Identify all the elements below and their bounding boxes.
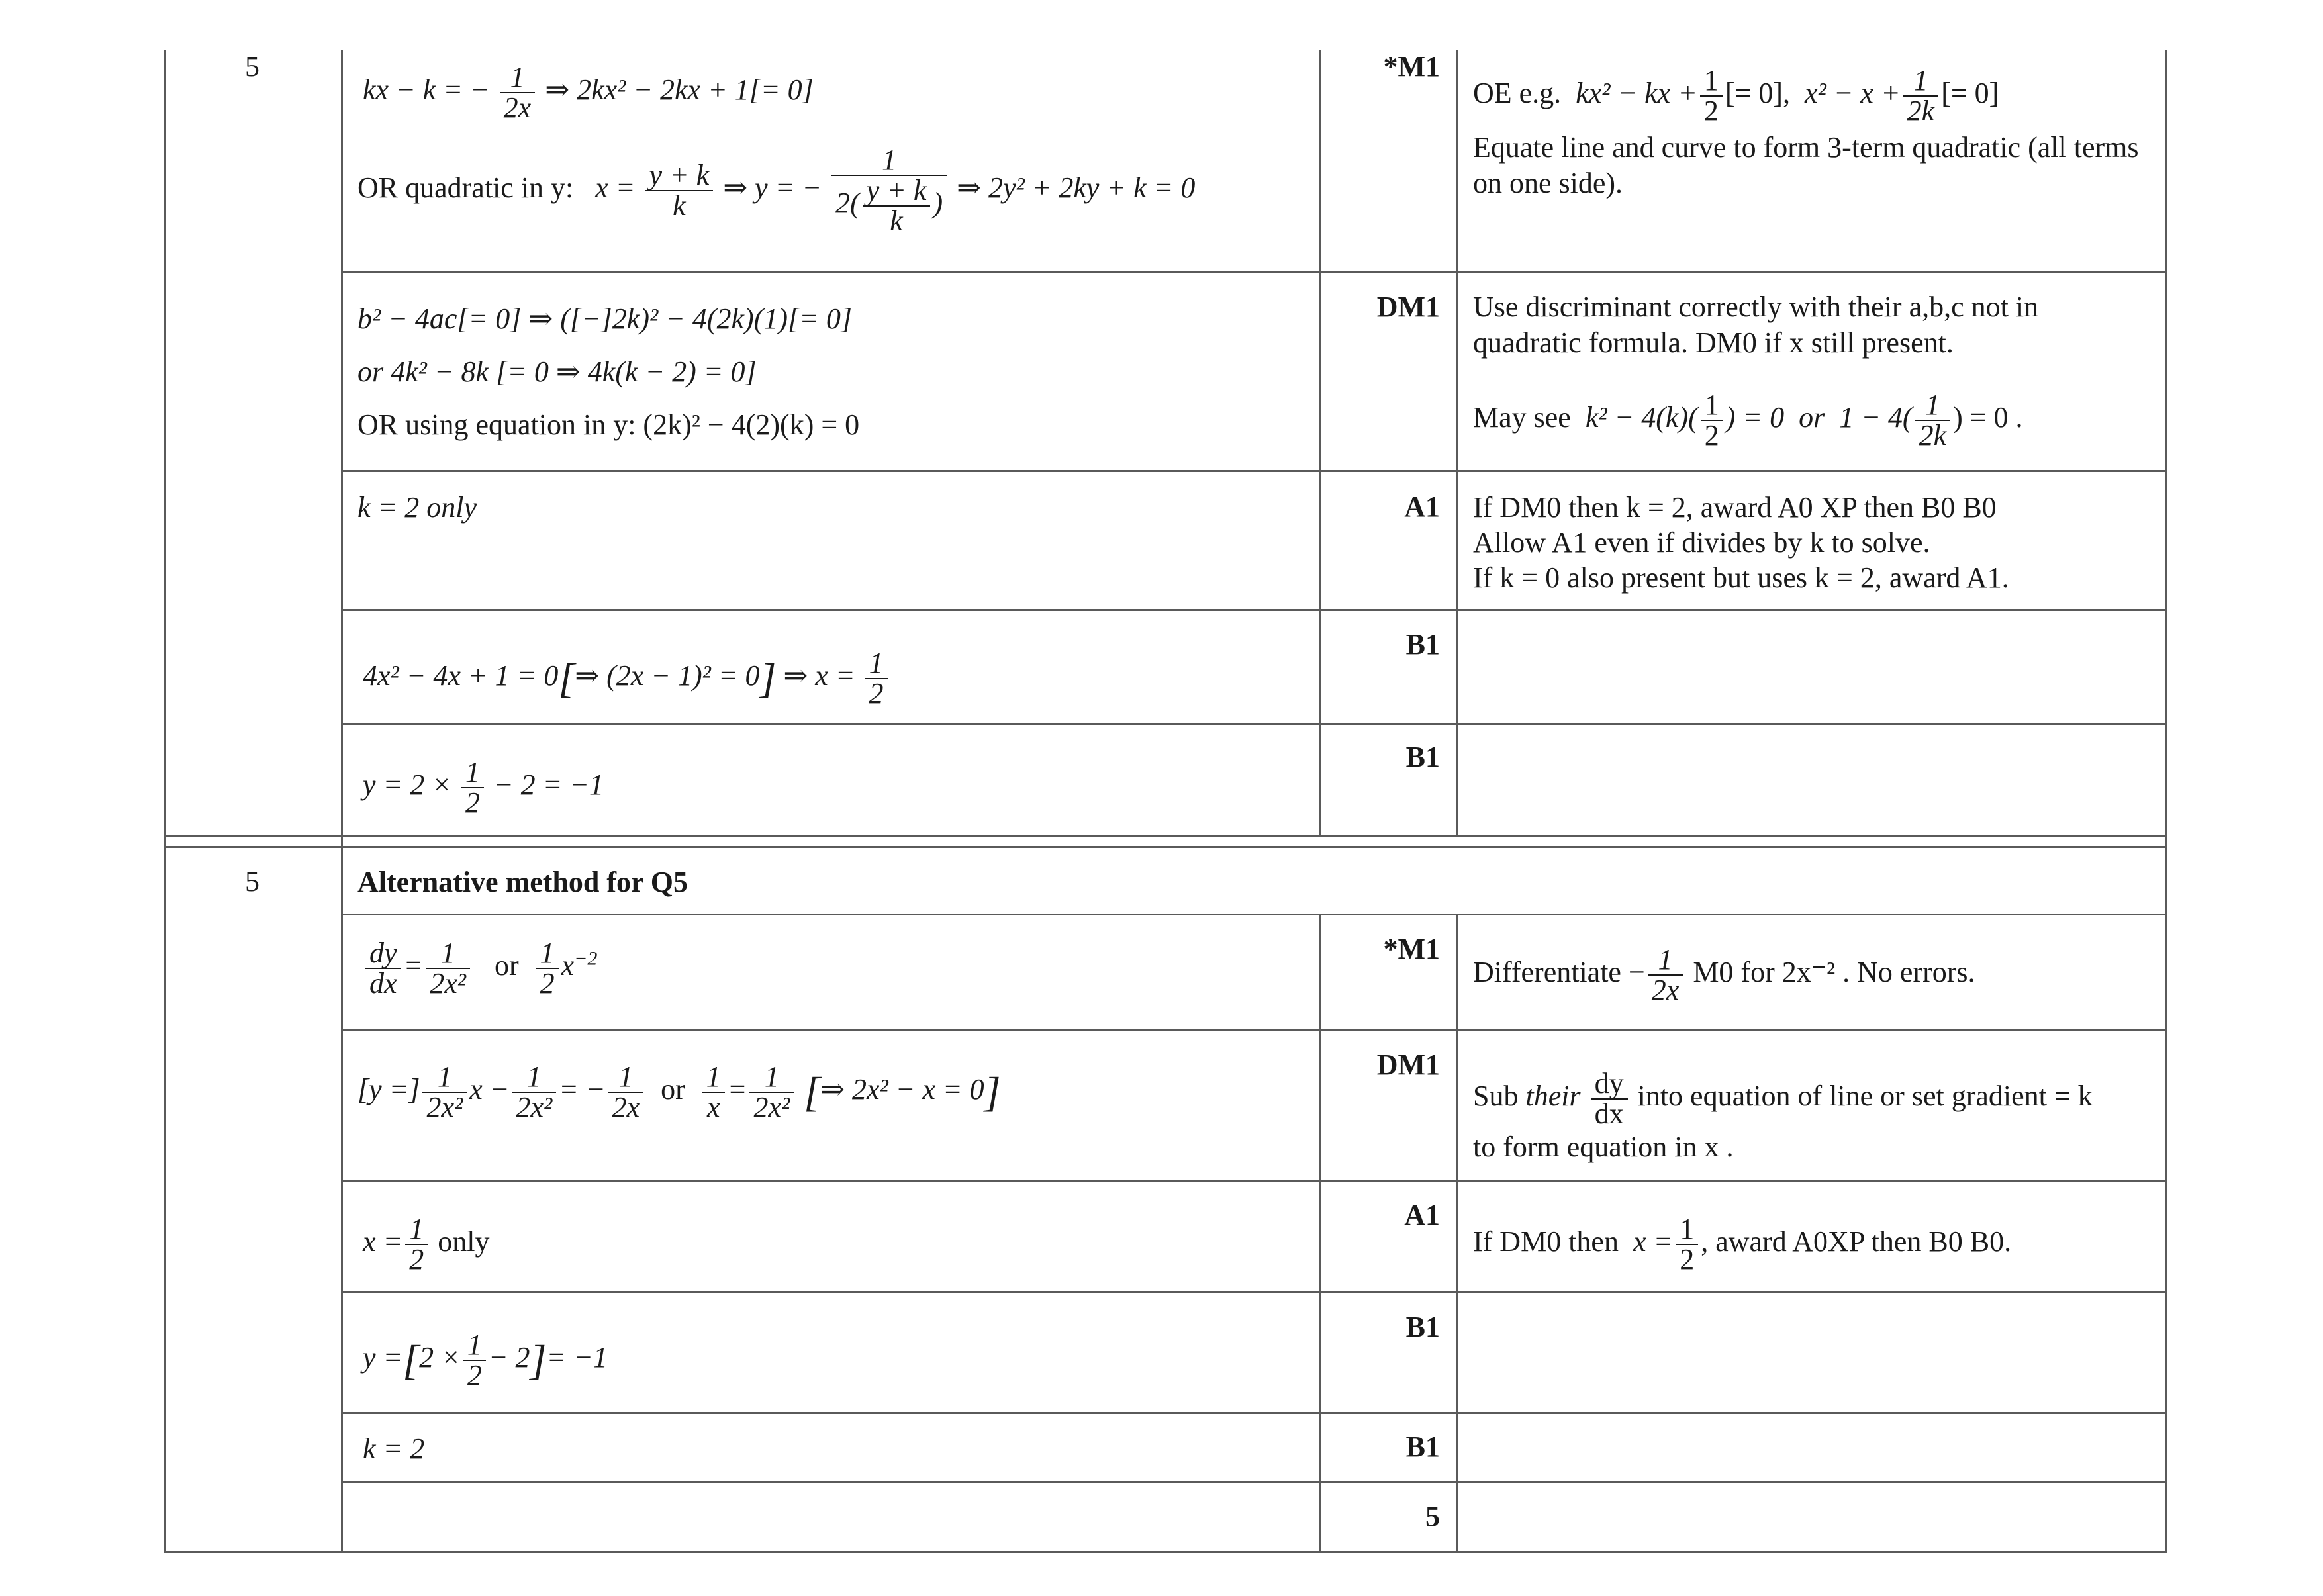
answer-line: 4x² − 4x + 1 = 0[⇒ (2x − 1)² = 0] ⇒ x = $\frac{1}{2}$	[363, 649, 890, 708]
guidance-line: If DM0 then k = 2, award A0 XP then B0 B0	[1473, 491, 1997, 524]
fraction: $\frac{1}{2}$	[461, 758, 484, 818]
question-number: 5	[245, 865, 260, 898]
fraction: $\frac{y + k}{k}$	[645, 161, 714, 220]
guidance-line: OE e.g. kx² − kx + $\frac{1}{2}$ [= 0], x² − x + $\frac{1}{2k}$ [= 0]	[1473, 64, 1999, 127]
rule	[164, 1551, 2167, 1553]
guidance-line: Differentiate − $\frac{1}{2x}$ M0 for 2x⁻² . No errors.	[1473, 943, 1975, 1006]
question-number: 5	[245, 50, 260, 83]
guidance-text: Equate line and curve to form 3-term quadratic (all terms on one side).	[1473, 131, 2139, 199]
rule	[341, 470, 2167, 472]
mark-label: B1	[1405, 628, 1440, 661]
answer-line: $\frac{dy}{dx}$ = $\frac{1}{\text{2x²}}$ or $\frac{1}{2}$ $x^{-2}$	[363, 939, 597, 998]
fraction: $\frac{1}{2}$	[1701, 391, 1723, 450]
fraction: $\frac{1}{2}$	[405, 1215, 428, 1274]
fraction: $\frac{1}{x}$	[702, 1062, 725, 1122]
answer-line: y =[2 × $\frac{1}{2}$ − 2]= −1	[363, 1329, 608, 1391]
rule	[341, 271, 2167, 273]
fraction: $\frac{1}{2k}$	[1915, 391, 1951, 450]
answer-line: [y =] $\frac{1}{\text{2x²}}$ x − $\frac{1}{\text{2x²}}$ = − $\frac{1}{2x}$ or $\frac{1}{x}$ = $\frac{1}{\text{2x²}}$ [⇒ 2x² − x = 0]	[357, 1060, 1001, 1123]
fraction: $\frac{1}{2x}$	[1648, 945, 1683, 1005]
guidance-line: If k = 0 also present but uses k = 2, award A1.	[1473, 561, 2009, 594]
mark-label: *M1	[1383, 933, 1440, 965]
section-heading: Alternative method for Q5	[357, 866, 688, 898]
mark-label: B1	[1405, 741, 1440, 773]
rule	[341, 1412, 2167, 1414]
fraction: $\frac{1}{\text{2x²}}$	[426, 939, 470, 998]
fraction: $\frac{dy}{dx}$	[1591, 1069, 1628, 1129]
fraction: $\frac{1}{2}$	[1676, 1215, 1698, 1274]
guidance-line: Allow A1 even if divides by k to solve.	[1473, 526, 1930, 559]
rule	[341, 914, 2167, 915]
mark-label: A1	[1404, 491, 1440, 523]
fraction: $\frac{1}{\text{2x²}}$	[749, 1062, 794, 1122]
fraction: $\frac{1}{2x}$	[608, 1062, 644, 1122]
fraction: $\frac{1}{2}$	[1700, 66, 1723, 126]
rule	[164, 50, 166, 1553]
mark-label: B1	[1405, 1431, 1440, 1463]
fraction: $\frac{1}{\text{2x²}}$	[512, 1062, 556, 1122]
rule	[1456, 914, 1458, 1553]
guidance-text: Use discriminant correctly with their a,b,c not in quadratic formula. DM0 if x still present.	[1473, 291, 2039, 359]
answer-line: b² − 4ac[= 0] ⇒ ([−]2k)² − 4(2k)(1)[= 0]	[357, 303, 852, 335]
rule	[341, 1291, 2167, 1293]
answer-line: k = 2 only	[357, 491, 477, 524]
fraction: $\frac{dy}{dx}$	[365, 939, 401, 998]
mark-label: DM1	[1376, 291, 1440, 323]
guidance-line: May see k² − 4(k)( $\frac{1}{2}$ ) = 0 or 1 − 4( $\frac{1}{2k}$ ) = 0 .	[1473, 389, 2023, 451]
fraction: $\frac{1}{2}$	[536, 939, 559, 998]
guidance-line: If DM0 then x = $\frac{1}{2}$ , award A0XP then B0 B0.	[1473, 1213, 2012, 1276]
fraction: $\frac{1}{2}$	[865, 649, 888, 708]
guidance-line: to form equation in x .	[1473, 1131, 1734, 1163]
rule	[164, 835, 2167, 837]
answer-line: or 4k² − 8k [= 0 ⇒ 4k(k − 2) = 0]	[357, 355, 757, 388]
rule	[341, 1029, 2167, 1031]
answer-line: x = $\frac{1}{2}$ only	[363, 1213, 490, 1276]
rule	[1319, 50, 1321, 837]
answer-line: k = 2	[363, 1432, 425, 1465]
rule	[341, 609, 2167, 611]
rule	[341, 1180, 2167, 1182]
guidance-line: Sub their $\frac{dy}{dx}$ into equation of line or set gradient = k	[1473, 1067, 2093, 1130]
fraction: 1 2( $\frac{y + k}{k}$ )	[831, 146, 947, 236]
mark-label: DM1	[1376, 1049, 1440, 1081]
mark-label: A1	[1404, 1199, 1440, 1231]
rule	[1456, 50, 1458, 837]
fraction: $\frac{1}{2}$	[463, 1331, 486, 1390]
fraction: $\frac{1}{\text{2x²}}$	[422, 1062, 467, 1122]
answer-line: OR using equation in y: (2k)² − 4(2)(k) = 0	[357, 408, 860, 441]
mark-label: B1	[1405, 1311, 1440, 1343]
answer-line: OR quadratic in y: x = $\frac{y + k}{k}$ ⇒ y = − 1 2( $\frac{y + k}{k}$ ) ⇒ 2y² + 2ky + k = 0	[357, 144, 1196, 237]
rule	[341, 50, 343, 1553]
answer-line: kx − k = − $\frac{1}{2x}$ ⇒ 2kx² − 2kx + 1[= 0]	[363, 61, 814, 124]
mark-total: 5	[1425, 1500, 1440, 1532]
answer-line: y = 2 × $\frac{1}{2}$ − 2 = −1	[363, 756, 604, 819]
rule	[341, 1481, 2167, 1483]
fraction: $\frac{1}{2x}$	[500, 63, 536, 122]
mark-label: *M1	[1383, 50, 1440, 83]
rule	[2165, 50, 2167, 1553]
rule	[164, 846, 2167, 848]
rule	[341, 723, 2167, 725]
fraction: $\frac{1}{2k}$	[1903, 66, 1939, 126]
